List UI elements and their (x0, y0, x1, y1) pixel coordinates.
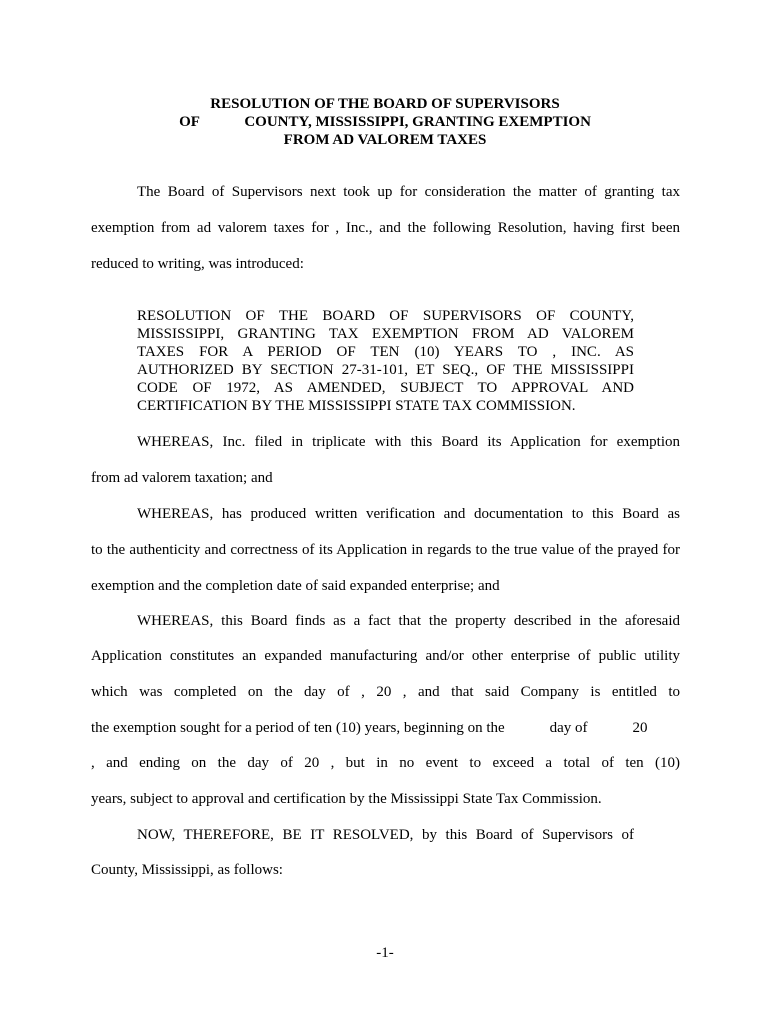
intro-line-3: reduced to writing, was introduced: (91, 256, 304, 272)
whereas-3-line-1: WHEREAS, this Board finds as a fact that the property described in the aforesaid (137, 613, 680, 629)
intro-line-1: The Board of Supervisors next took up for consideration the matter of granting tax (137, 184, 680, 200)
heading-line-1: RESOLUTION OF THE BOARD OF SUPERVISORS (210, 96, 560, 112)
whereas-1-line-2: from ad valorem taxation; and (91, 470, 273, 486)
whereas-2-line-3: exemption and the completion date of said expanded enterprise; and (91, 578, 500, 594)
whereas-2-line-2: to the authenticity and correctness of its Application in regards to the true value of the prayed for (91, 542, 680, 558)
whereas-3-line-6: years, subject to approval and certification by the Mississippi State Tax Commission. (91, 791, 602, 807)
whereas-2-line-1: WHEREAS, has produced written verification and documentation to this Board as (137, 506, 680, 522)
page-number: -1- (376, 945, 394, 961)
whereas-3-line-5: , and ending on the day of 20 , but in no event to exceed a total of ten (10) (91, 755, 680, 771)
whereas-1-line-1: WHEREAS, Inc. filed in triplicate with this Board its Application for exemption (137, 434, 680, 450)
resolved-line-2: County, Mississippi, as follows: (91, 862, 283, 878)
whereas-3-line-4: the exemption sought for a period of ten (10) years, beginning on the day of 20 (91, 720, 648, 736)
whereas-3-line-3: which was completed on the day of , 20 , and that said Company is entitled to (91, 684, 680, 700)
resolution-line-4: AUTHORIZED BY SECTION 27-31-101, ET SEQ., OF THE MISSISSIPPI (137, 362, 634, 378)
resolved-line-1: NOW, THEREFORE, BE IT RESOLVED, by this Board of Supervisors of (137, 827, 634, 843)
whereas-3-line-2: Application constitutes an expanded manufacturing and/or other enterprise of public utility (91, 648, 680, 664)
intro-line-2: exemption from ad valorem taxes for , Inc., and the following Resolution, having first been (91, 220, 680, 236)
resolution-line-3: TAXES FOR A PERIOD OF TEN (10) YEARS TO , INC. AS (137, 344, 634, 360)
resolution-line-5: CODE OF 1972, AS AMENDED, SUBJECT TO APPROVAL AND (137, 380, 634, 396)
heading-line-2: OF COUNTY, MISSISSIPPI, GRANTING EXEMPTION (179, 114, 591, 130)
resolution-line-2: MISSISSIPPI, GRANTING TAX EXEMPTION FROM AD VALOREM (137, 326, 634, 342)
resolution-line-6: CERTIFICATION BY THE MISSISSIPPI STATE TAX COMMISSION. (137, 398, 576, 414)
resolution-line-1: RESOLUTION OF THE BOARD OF SUPERVISORS OF COUNTY, (137, 308, 634, 324)
heading-line-3: FROM AD VALOREM TAXES (283, 132, 487, 148)
